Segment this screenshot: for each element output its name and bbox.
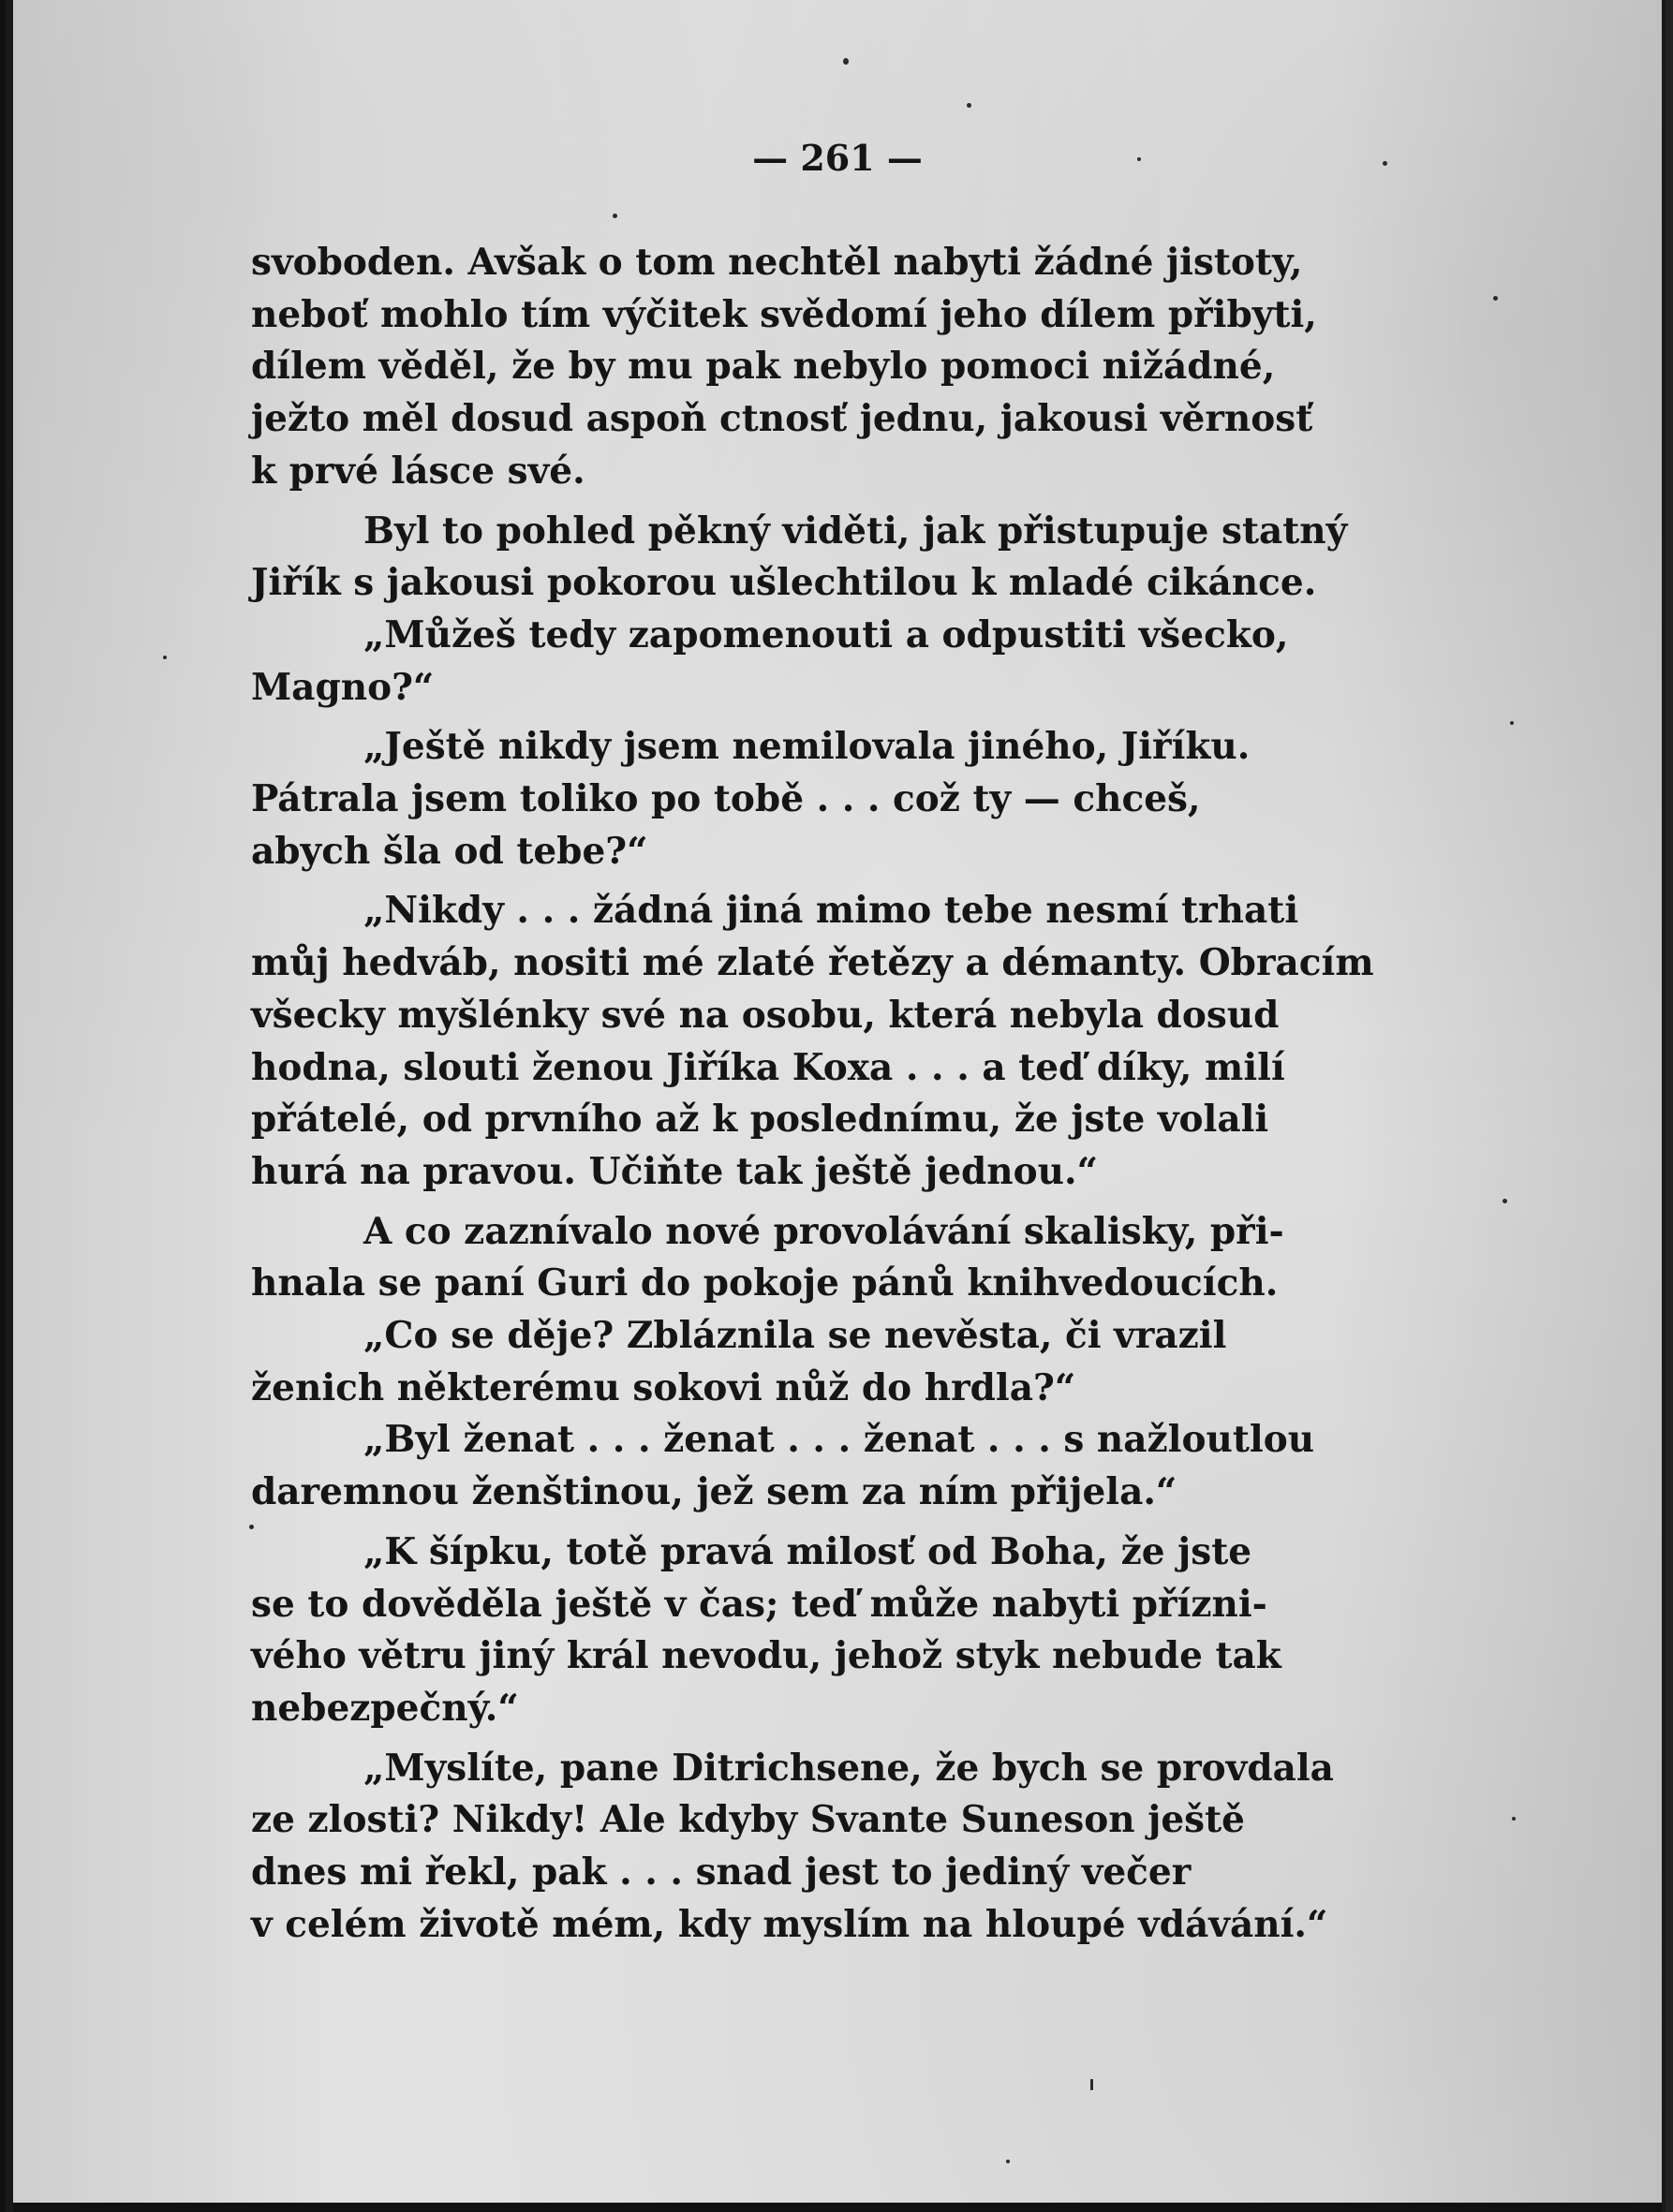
ink-speck	[1493, 296, 1498, 301]
paragraph-7: „Co se děje? Zbláznila se nevěsta, či vrazil ženich některému sokovi nůž do hrdla?“	[251, 1314, 1227, 1409]
book-page	[13, 0, 1662, 2212]
paragraph-3: „Můžeš tedy zapomenouti a odpustiti všecko, Magno?“	[251, 612, 1289, 709]
ink-speck	[967, 103, 971, 108]
ink-speck	[1006, 2160, 1010, 2163]
ink-speck	[1503, 1199, 1507, 1203]
scan-border-left	[0, 0, 6, 2212]
body-text	[251, 237, 1390, 1952]
scan-border-bottom	[13, 2203, 1662, 2212]
paragraph-10: „Myslíte, pane Ditrichsene, že bych se provdala ze zlosti? Nikdy! Ale kdyby Svante Suneson ještě dnes mi řekl, pak . . . snad jest to jediný večer v celém životě mém, kdy myslím na hloupé vdávání.“	[251, 1746, 1334, 1946]
paragraph-2: Byl to pohled pěkný viděti, jak přistupuje statný Jiřík s jakousi pokorou ušlechtilou k mladé cikánce.	[251, 509, 1348, 605]
paragraph-5: „Nikdy . . . žádná jiná mimo tebe nesmí trhati můj hedváb, nositi mé zlaté řetězy a démanty. Obracím všecky myšlénky své na osobu, která nebyla dosud hodna, slouti ženou Jiříka Koxa . . . a teď díky, milí přátelé, od prvního až k poslednímu, že jste volali hurá na pravou. Učiňte tak ještě jednou.“	[251, 889, 1374, 1193]
paragraph-6: A co zaznívalo nové provolávání skalisky, při- hnala se paní Guri do pokoje pánů knihvedoucích.	[251, 1209, 1284, 1305]
ink-speck	[163, 656, 167, 659]
paragraph-4: „Ještě nikdy jsem nemilovala jiného, Jiříku. Pátrala jsem toliko po tobě . . . což ty — chceš, abych šla od tebe?“	[251, 725, 1251, 873]
ink-speck	[1510, 721, 1514, 725]
paragraph-8: „Byl ženat . . . ženat . . . ženat . . . s nažloutlou daremnou ženštinou, jež sem za ním přijela.“	[251, 1418, 1315, 1514]
scan-border-right	[1666, 0, 1673, 2212]
ink-speck	[613, 214, 617, 218]
paragraph-1: svoboden. Avšak o tom nechtěl nabyti žádné jistoty, neboť mohlo tím výčitek svědomí jeho dílem přibyti, dílem věděl, že by mu pak nebylo pomoci nižádné, ježto měl dosud aspoň ctnosť jednu, jakousi věrnosť k prvé lásce své.	[251, 241, 1317, 493]
ink-speck	[1090, 2079, 1093, 2090]
ink-speck	[843, 58, 849, 65]
paragraph-9: „K šípku, totě pravá milosť od Boha, že jste se to dověděla ještě v čas; teď může nabyti přízni- vého větru jiný král nevodu, jehož styk nebude tak nebezpečný.“	[251, 1529, 1281, 1730]
ink-speck	[1512, 1817, 1516, 1821]
page-number: — 261 —	[752, 137, 923, 179]
